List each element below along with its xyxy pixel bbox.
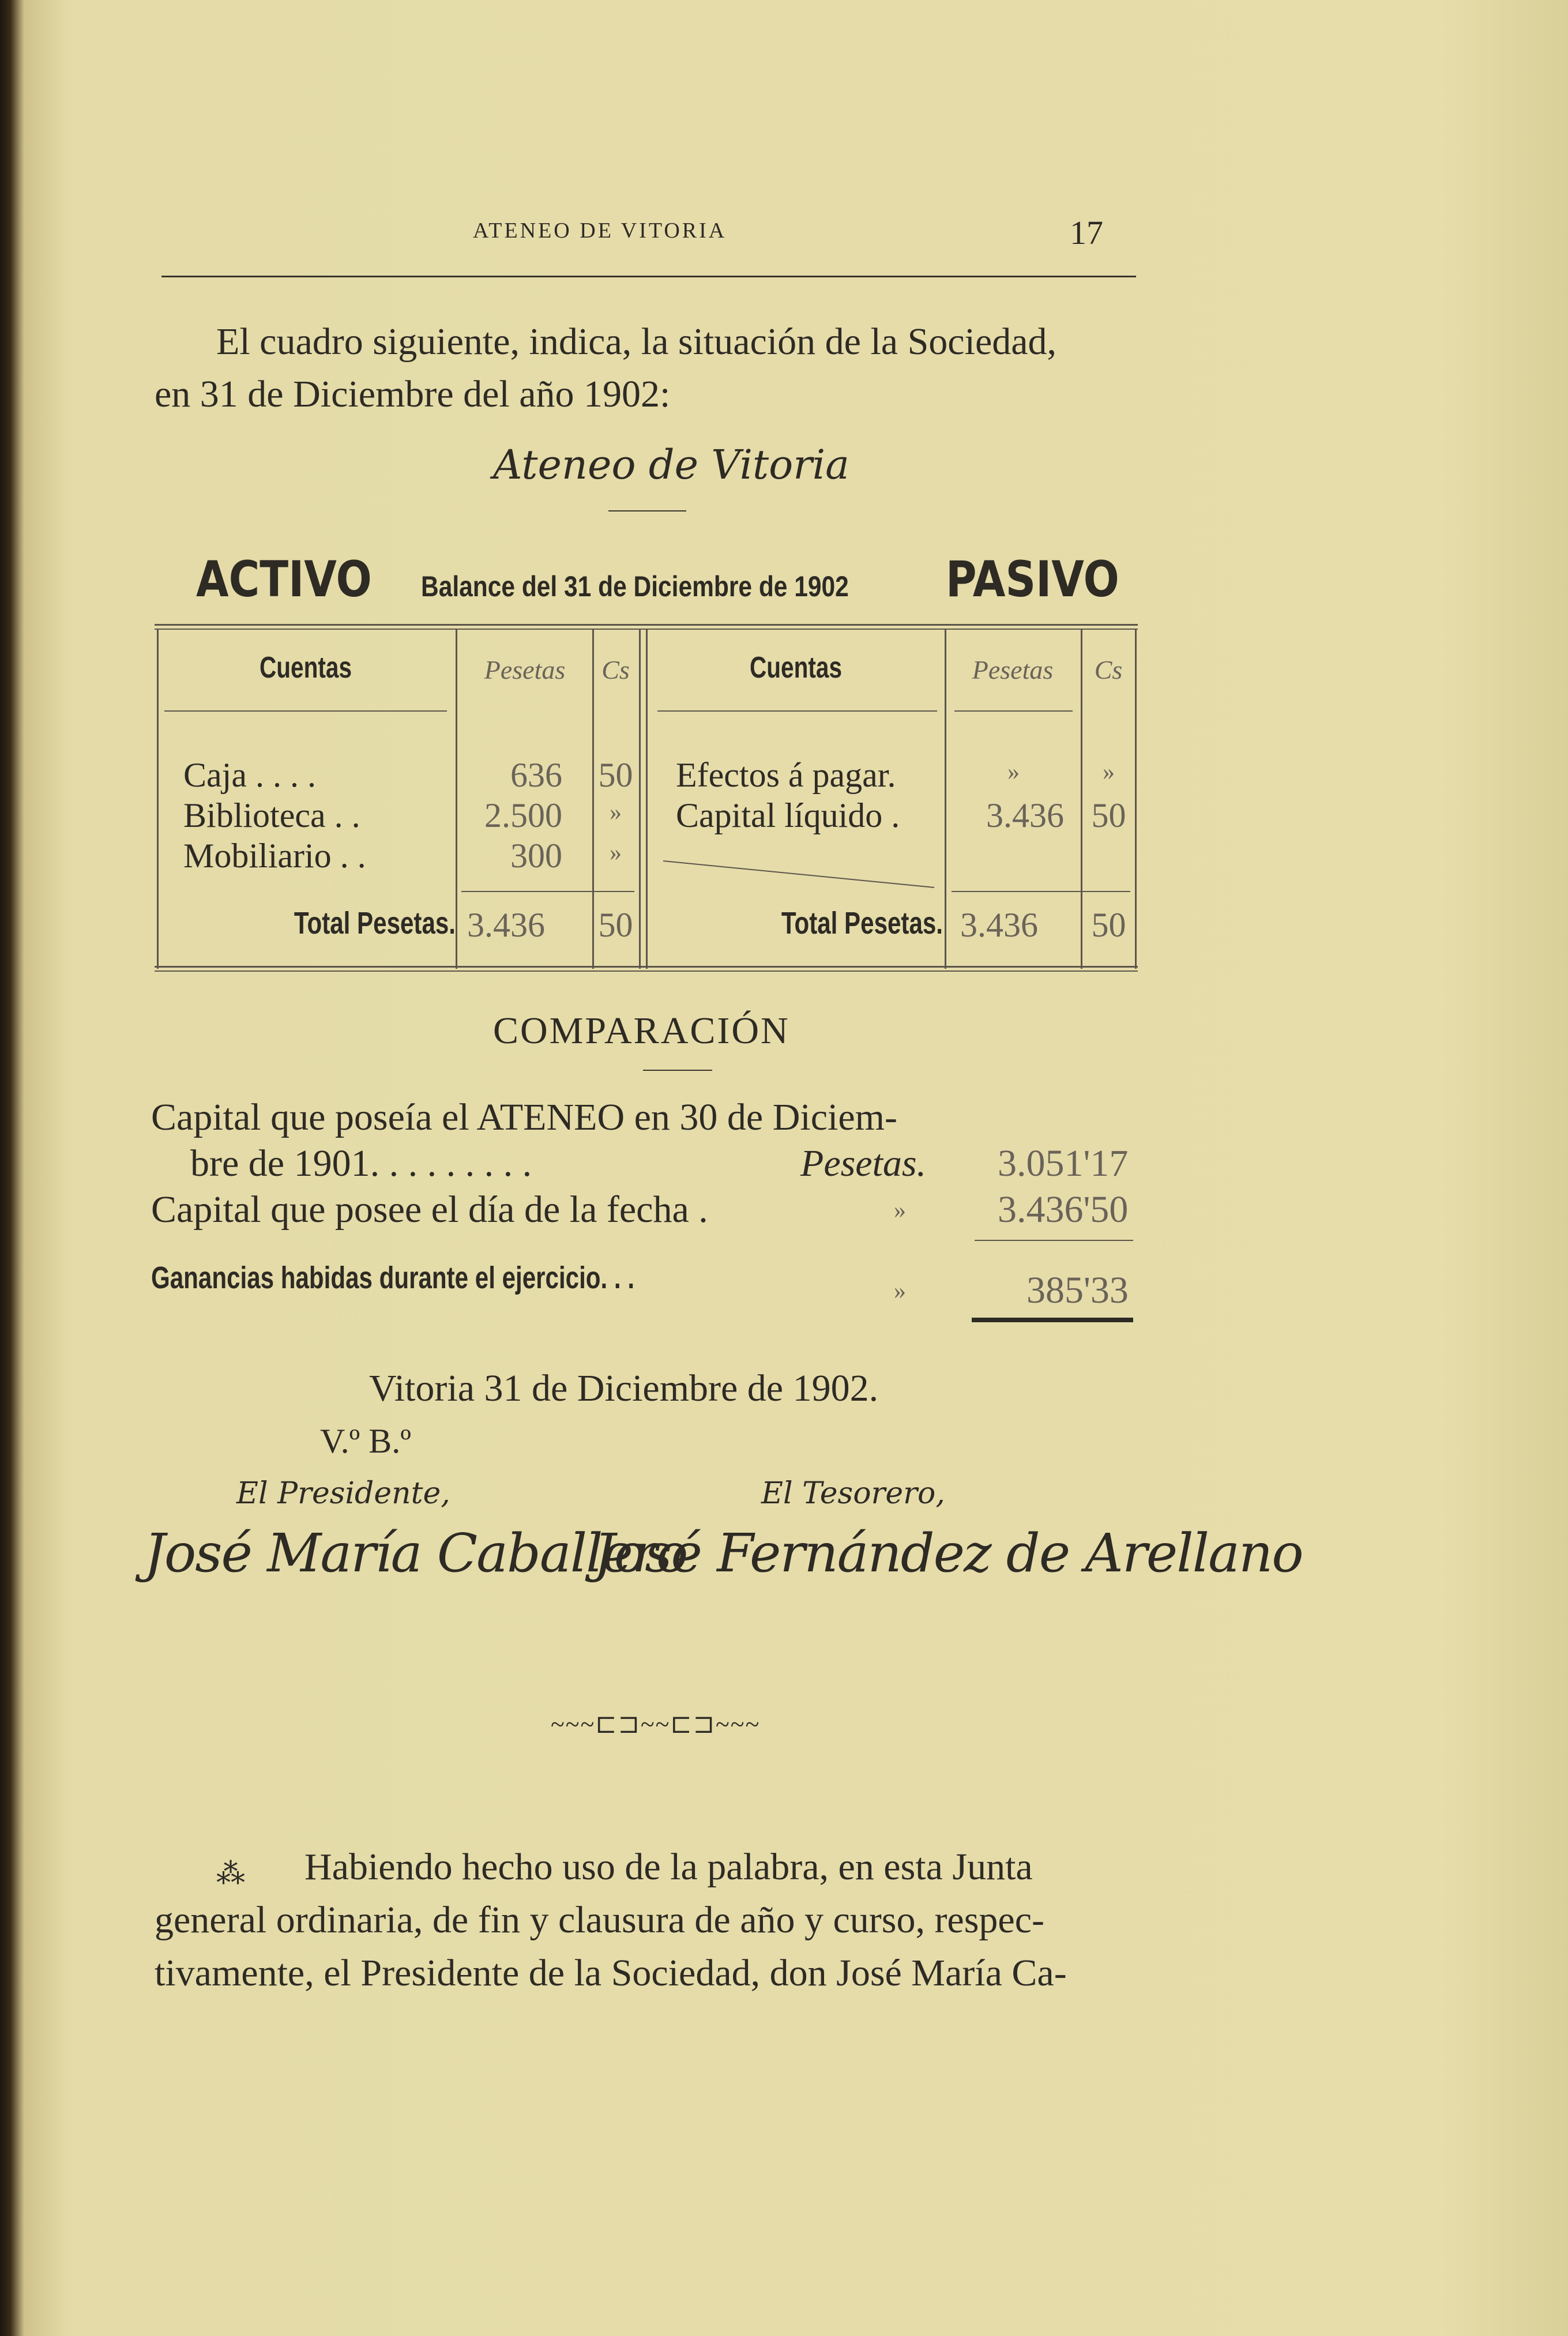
- activo-row-2-pesetas: 2.500: [484, 796, 562, 834]
- president-signature: José María Caballero: [144, 1522, 687, 1584]
- comparacion-line-3-text: Capital que posee el día de la fecha .: [151, 1188, 708, 1231]
- paragraph-line-1: Habiendo hecho uso de la palabra, en esta Junta: [304, 1846, 1033, 1888]
- activo-sum-rule: [461, 891, 634, 892]
- comparacion-line-4-text: Ganancias habidas durante el ejercicio. . .: [151, 1261, 635, 1295]
- pasivo-row-1-pesetas: »: [1007, 759, 1020, 785]
- col-cuentas-pasivo: Cuentas: [749, 651, 843, 684]
- activo-row-3-cuenta: Mobiliario . .: [183, 837, 366, 875]
- pasivo-row-2-cuenta: Capital líquido .: [676, 796, 900, 834]
- society-heading: Ateneo de Vitoria: [493, 441, 849, 488]
- col-cs-activo: Cs: [601, 655, 630, 684]
- col-cuentas-activo: Cuentas: [259, 651, 352, 684]
- col-pesetas-activo: Pesetas: [484, 655, 566, 684]
- col-cs-pasivo: Cs: [1094, 655, 1123, 684]
- activo-total-pesetas: 3.436: [467, 906, 545, 944]
- activo-row-2-cs: »: [610, 799, 622, 826]
- paragraph-line-2: general ordinaria, de fin y clausura de año y curso, respec-: [155, 1899, 1044, 1941]
- vline-mid-1: [639, 629, 641, 969]
- comparacion-line-2-text: bre de 1901. . . . . . . . .: [190, 1142, 532, 1184]
- activo-title: ACTIVO: [196, 551, 372, 608]
- activo-row-2-cuenta: Biblioteca . .: [183, 796, 360, 834]
- president-role: El Presidente,: [236, 1476, 450, 1511]
- pasivo-total-cs: 50: [1091, 906, 1126, 944]
- pasivo-total-label: Total Pesetas.: [781, 906, 943, 941]
- intro-line-2: en 31 de Diciembre del año 1902:: [155, 373, 671, 415]
- activo-row-3-cs: »: [610, 840, 622, 866]
- comparacion-line-2-unit: Pesetas.: [800, 1142, 927, 1184]
- comparacion-line-3-value: 3.436'50: [998, 1188, 1129, 1231]
- comparacion-line-1: Capital que poseía el ATENEO en 30 de Diciem-: [151, 1096, 897, 1138]
- running-title: ATENEO DE VITORIA: [473, 219, 727, 243]
- comparacion-sum-rule: [975, 1240, 1133, 1241]
- activo-row-1-cs: 50: [598, 756, 633, 794]
- pasivo-row-2-pesetas: 3.436: [986, 796, 1064, 834]
- vobo: V.º B.º: [320, 1422, 411, 1460]
- page-number: 17: [1070, 214, 1103, 251]
- treasurer-role: El Tesorero,: [761, 1476, 945, 1511]
- pasivo-row-2-cs: 50: [1091, 796, 1126, 834]
- vline-right: [1135, 629, 1137, 969]
- activo-total-label: Total Pesetas.: [294, 906, 456, 941]
- table-top-rule: [155, 624, 1138, 626]
- pesetas-underline-right: [954, 710, 1073, 712]
- comparacion-line-4-mark: »: [894, 1278, 906, 1304]
- vline-left: [157, 629, 159, 969]
- activo-row-1-cuenta: Caja . . . .: [183, 756, 316, 794]
- comparacion-line-3-mark: »: [894, 1197, 906, 1224]
- pasivo-row-1-cuenta: Efectos á pagar.: [676, 756, 896, 794]
- header-underline-left: [164, 710, 447, 712]
- intro-line-1: El cuadro siguiente, indica, la situación de la Sociedad,: [216, 321, 1057, 363]
- paragraph-line-3: tivamente, el Presidente de la Sociedad, don José María Ca-: [155, 1952, 1067, 1994]
- comparacion-line-2-value: 3.051'17: [998, 1142, 1129, 1184]
- place-date: Vitoria 31 de Diciembre de 1902.: [369, 1367, 879, 1409]
- header-underline-right: [657, 710, 937, 712]
- comparacion-total-rule: [972, 1318, 1133, 1322]
- activo-total-cs: 50: [598, 906, 633, 944]
- header-rule: [161, 276, 1136, 277]
- balance-title: Balance del 31 de Diciembre de 1902: [421, 570, 849, 603]
- pasivo-sum-rule: [952, 891, 1130, 892]
- ornament-divider: ~~~⊏⊐~~⊏⊐~~~: [551, 1710, 761, 1739]
- vline-mid-2: [646, 629, 648, 969]
- paragraph-marker: ⁂: [216, 1857, 245, 1890]
- pasivo-total-pesetas: 3.436: [960, 906, 1038, 944]
- activo-row-3-pesetas: 300: [510, 837, 562, 875]
- activo-row-1-pesetas: 636: [510, 756, 562, 794]
- pasivo-filler-line: [663, 856, 940, 891]
- col-pesetas-pasivo: Pesetas: [972, 655, 1054, 684]
- heading-rule: [608, 510, 686, 511]
- comparacion-title: COMPARACIÓN: [493, 1010, 790, 1052]
- pasivo-row-1-cs: »: [1103, 759, 1115, 785]
- vline-activo-1: [456, 629, 457, 969]
- table-bottom-rule-2: [155, 970, 1138, 972]
- pasivo-title: PASIVO: [946, 551, 1119, 608]
- treasurer-signature: José Fernández de Arellano: [594, 1522, 1303, 1584]
- comparacion-line-4-value: 385'33: [1026, 1269, 1129, 1311]
- comparacion-rule: [643, 1070, 712, 1071]
